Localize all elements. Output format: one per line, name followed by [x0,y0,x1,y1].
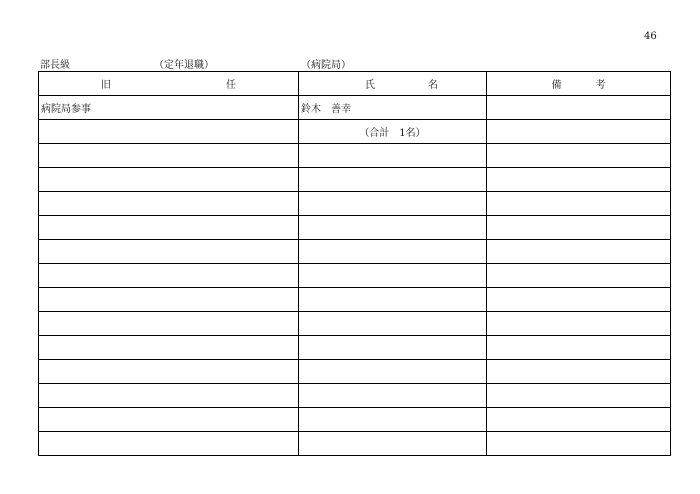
empty-cell [299,384,487,408]
personnel-table [38,71,671,456]
empty-cell [487,432,671,456]
former-post-cell: 病院局参事 [39,96,299,120]
remarks-cell [487,96,671,120]
empty-cell [39,312,299,336]
empty-cell [39,288,299,312]
table-row [39,312,671,336]
empty-cell [487,384,671,408]
table-row [39,120,671,144]
empty-cell [299,288,487,312]
empty-cell [39,336,299,360]
empty-cell [39,240,299,264]
table-row [39,96,671,120]
table-header-row [39,72,671,96]
empty-cell [299,192,487,216]
former-post-header: 旧 任 [39,72,299,96]
empty-cell [299,168,487,192]
empty-cell [39,384,299,408]
empty-cell [39,432,299,456]
table-row [39,360,671,384]
empty-cell [299,144,487,168]
empty-cell [487,192,671,216]
empty-cell [299,432,487,456]
table-row [39,336,671,360]
table-row [39,432,671,456]
table-row [39,144,671,168]
empty-cell [487,264,671,288]
remarks-cell [487,120,671,144]
table-row [39,216,671,240]
reason-label: （定年退職） [154,60,214,71]
table-row [39,408,671,432]
empty-cell [299,216,487,240]
empty-cell [39,144,299,168]
empty-cell [299,312,487,336]
empty-cell [299,360,487,384]
empty-cell [487,360,671,384]
empty-cell [487,144,671,168]
table-row [39,192,671,216]
category-label: 部長級 [40,60,70,71]
empty-cell [487,312,671,336]
empty-cell [299,240,487,264]
table-row [39,168,671,192]
total-cell: （合計 1名） [299,120,487,144]
page-number: 46 [644,31,657,42]
empty-cell [39,360,299,384]
table-row [39,240,671,264]
empty-cell [299,264,487,288]
name-cell: 鈴木 善幸 [299,96,487,120]
empty-cell [299,408,487,432]
empty-cell [487,288,671,312]
empty-cell [39,192,299,216]
name-header: 氏 名 [299,72,487,96]
table-row [39,384,671,408]
empty-cell [299,336,487,360]
table-row [39,264,671,288]
empty-cell [487,336,671,360]
former-post-cell [39,120,299,144]
department-label: （病院局） [301,60,351,71]
empty-cell [487,168,671,192]
empty-cell [39,408,299,432]
empty-cell [487,408,671,432]
empty-cell [39,216,299,240]
empty-cell [39,264,299,288]
empty-cell [39,168,299,192]
empty-cell [487,216,671,240]
remarks-header: 備 考 [487,72,671,96]
table-row [39,288,671,312]
empty-cell [487,240,671,264]
